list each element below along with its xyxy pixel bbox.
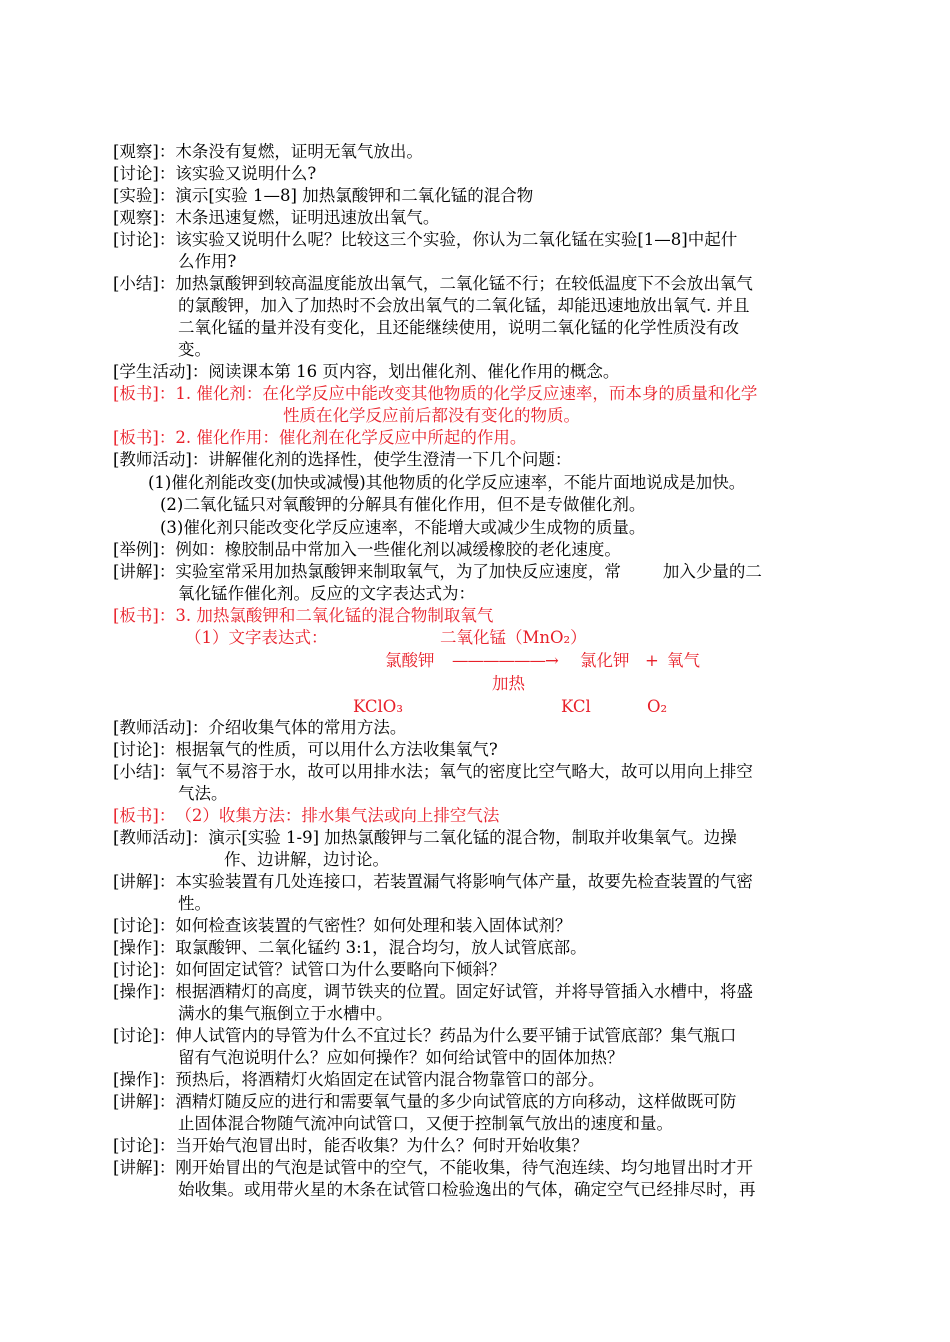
point-3: (3)催化剂只能改变化学反应速率，不能增大或减少生成物的质量。 [160, 518, 646, 537]
entry-experiment [113, 185, 533, 207]
entry-tag: [操作]： [113, 938, 176, 957]
entry-discuss-2-cont: 么作用? [178, 252, 237, 271]
entry-discuss-4 [113, 915, 571, 937]
entry-discuss-7 [113, 1135, 588, 1157]
entry-text: 该实验又说明什么? [175, 164, 317, 183]
entry-discuss-1 [113, 163, 316, 185]
entry-text: 预热后，将酒精灯火焰固定在试管内混合物靠管口的部分。 [175, 1070, 605, 1089]
entry-text: 例如：橡胶制品中常加入一些催化剂以减缓橡胶的老化速度。 [175, 540, 621, 559]
entry-text: 木条没有复燃，证明无氧气放出。 [175, 142, 423, 161]
entry-board-catalyst-cont: 性质在化学反应前后都没有变化的物质。 [283, 406, 580, 425]
entry-summary-1-cont: 二氧化锰的量并没有变化，且还能继续使用，说明二氧化锰的化学性质没有改 [178, 318, 739, 337]
entry-explain-2 [113, 871, 753, 893]
entry-operate-1 [113, 937, 587, 959]
entry-text: 酒精灯随反应的进行和需要氧气量的多少向试管底的方向移动，这样做既可防 [175, 1092, 737, 1111]
point-2: (2)二氧化锰只对氧酸钾的分解具有催化作用，但不是专做催化剂。 [160, 495, 646, 514]
entry-text: 根据酒精灯的高度，调节铁夹的位置。固定好试管，并将导管插入水槽中，将盛 [175, 982, 753, 1001]
entry-student-activity [113, 361, 619, 383]
entry-tag: [讨论]： [113, 916, 176, 935]
entry-board-collection [113, 805, 499, 827]
entry-summary-1 [113, 273, 753, 295]
entry-board-catalysis [113, 427, 526, 449]
entry-text: 演示[实验 1—8] 加热氯酸钾和二氧化锰的混合物 [175, 186, 534, 205]
entry-tag: [观察]： [113, 208, 176, 227]
entry-text: 伸人试管内的导管为什么不宜过长？药品为什么要平铺于试管底部？集气瓶口 [175, 1026, 737, 1045]
entry-teacher-activity-1 [113, 449, 571, 471]
entry-teacher-activity-3-cont: 作、边讲解，边讨论。 [224, 850, 389, 869]
entry-text: 2. 催化作用：催化剂在化学反应中所起的作用。 [175, 428, 527, 447]
entry-tag: [操作]： [113, 1070, 176, 1089]
entry-text: 加热氯酸钾到较高温度能放出氧气，二氧化锰不行；在较低温度下不会放出氧气 [175, 274, 753, 293]
entry-board-catalyst [113, 383, 757, 405]
entry-tag: [讲解]： [113, 872, 176, 891]
formula-product-1: KCl [561, 697, 591, 716]
entry-tag: [讨论]： [113, 230, 176, 249]
entry-operate-2 [113, 981, 753, 1003]
entry-tag: [学生活动]： [113, 362, 209, 381]
entry-tag: [讲解]： [113, 1158, 176, 1177]
formula-product-2: O₂ [647, 697, 668, 716]
entry-explain-1-cont: 氧化锰作催化剂。反应的文字表达式为： [178, 584, 475, 603]
equation-arrow: ——————→ [452, 651, 558, 670]
entry-tag: [小结]： [113, 274, 176, 293]
entry-tag: [板书]： [113, 806, 176, 825]
entry-discuss-3 [113, 739, 498, 761]
entry-operate-2-cont: 满水的集气瓶倒立于水槽中。 [178, 1004, 393, 1023]
entry-text: 木条迅速复燃，证明迅速放出氧气。 [175, 208, 440, 227]
entry-discuss-6-cont: 留有气泡说明什么？应如何操作？如何给试管中的固体加热？ [178, 1048, 624, 1067]
equation-condition: 加热 [492, 674, 525, 693]
entry-text: 氧气不易溶于水，故可以用排水法；氧气的密度比空气略大，故可以用向上排空 [175, 762, 753, 781]
entry-tag: [实验]： [113, 186, 176, 205]
entry-tag: [教师活动]： [113, 828, 209, 847]
entry-text: 当开始气泡冒出时，能否收集？为什么？何时开始收集？ [175, 1136, 588, 1155]
entry-text: 3. 加热氯酸钾和二氧化锰的混合物制取氧气 [175, 606, 494, 625]
entry-tag: [板书]： [113, 384, 176, 403]
entry-tag: [板书]： [113, 606, 176, 625]
entry-text: 1. 催化剂：在化学反应中能改变其他物质的化学反应速率，而本身的质量和化学 [175, 384, 758, 403]
entry-text: （2）收集方法：排水集气法或向上排空气法 [175, 806, 500, 825]
entry-text: 讲解催化剂的选择性，使学生澄清一下几个问题： [208, 450, 572, 469]
entry-text: 本实验装置有几处连接口，若装置漏气将影响气体产量，故要先检查装置的气密 [175, 872, 753, 891]
entry-summary-1-cont: 的氯酸钾，加入了加热时不会放出氧气的二氧化锰，却能迅速地放出氧气. 并且 [178, 296, 750, 315]
entry-text: 该实验又说明什么呢？比较这三个实验，你认为二氧化锰在实验[1—8]中起什 [175, 230, 738, 249]
entry-explain-2-cont: 性。 [178, 894, 211, 913]
entry-text: 根据氧气的性质，可以用什么方法收集氧气? [175, 740, 498, 759]
entry-text: 取氯酸钾、二氧化锰约 3:1，混合均匀，放人试管底部。 [175, 938, 587, 957]
entry-discuss-5 [113, 959, 505, 981]
entry-tag: [教师活动]： [113, 450, 209, 469]
entry-text: 刚开始冒出的气泡是试管中的空气，不能收集，待气泡连续、均匀地冒出时才开 [175, 1158, 753, 1177]
equation-catalyst: 二氧化锰（MnO₂） [440, 628, 587, 647]
entry-text: 实验室常采用加热氯酸钾来制取氧气，为了加快反应速度，常 加入少量的二 [175, 562, 762, 581]
entry-tag: [板书]： [113, 428, 176, 447]
entry-tag: [举例]： [113, 540, 176, 559]
entry-discuss-2 [113, 229, 737, 251]
entry-summary-2-cont: 气法。 [178, 784, 228, 803]
entry-tag: [操作]： [113, 982, 176, 1001]
entry-discuss-6 [113, 1025, 736, 1047]
entry-explain-3 [113, 1091, 736, 1113]
entry-tag: [小结]： [113, 762, 176, 781]
entry-text: 介绍收集气体的常用方法。 [208, 718, 407, 737]
entry-observe-2 [113, 207, 439, 229]
formula-reactant: KClO₃ [353, 697, 403, 716]
entry-tag: [讨论]： [113, 960, 176, 979]
entry-tag: [讨论]： [113, 1136, 176, 1155]
entry-explain-3-cont: 止固体混合物随气流冲向试管口，又便于控制氧气放出的速度和量。 [178, 1114, 673, 1133]
entry-summary-1-cont: 变。 [178, 340, 211, 359]
entry-summary-2 [113, 761, 753, 783]
entry-board-preparation [113, 605, 493, 627]
point-1: (1)催化剂能改变(加快或减慢)其他物质的化学反应速率，不能片面地说成是加快。 [148, 473, 746, 492]
equation-product-2: 氧气 [667, 651, 700, 670]
entry-observe-1 [113, 141, 423, 163]
entry-tag: [讲解]： [113, 562, 176, 581]
entry-explain-4-cont: 始收集。或用带火星的木条在试管口检验逸出的气体，确定空气已经排尽时，再 [178, 1180, 756, 1199]
entry-tag: [教师活动]： [113, 718, 209, 737]
entry-operate-3 [113, 1069, 604, 1091]
entry-text: 演示[实验 1-9] 加热氯酸钾与二氧化锰的混合物，制取并收集氧气。边操 [208, 828, 737, 847]
entry-text: 如何固定试管？试管口为什么要略向下倾斜？ [175, 960, 506, 979]
entry-tag: [观察]： [113, 142, 176, 161]
entry-tag: [讨论]： [113, 740, 176, 759]
entry-text: 如何检查该装置的气密性？如何处理和装入固体试剂？ [175, 916, 572, 935]
entry-tag: [讲解]： [113, 1092, 176, 1111]
entry-tag: [讨论]： [113, 1026, 176, 1045]
entry-explain-4 [113, 1157, 753, 1179]
entry-text: 阅读课本第 16 页内容，划出催化剂、催化作用的概念。 [208, 362, 620, 381]
word-equation-label: （1）文字表达式： [185, 628, 328, 647]
entry-example [113, 539, 621, 561]
equation-product-1: 氯化钾 [580, 651, 630, 670]
entry-tag: [讨论]： [113, 164, 176, 183]
entry-explain-1 [113, 561, 762, 583]
entry-teacher-activity-3 [113, 827, 737, 849]
entry-teacher-activity-2 [113, 717, 406, 739]
equation-reactant: 氯酸钾 [385, 651, 435, 670]
equation-plus: + [645, 651, 659, 670]
